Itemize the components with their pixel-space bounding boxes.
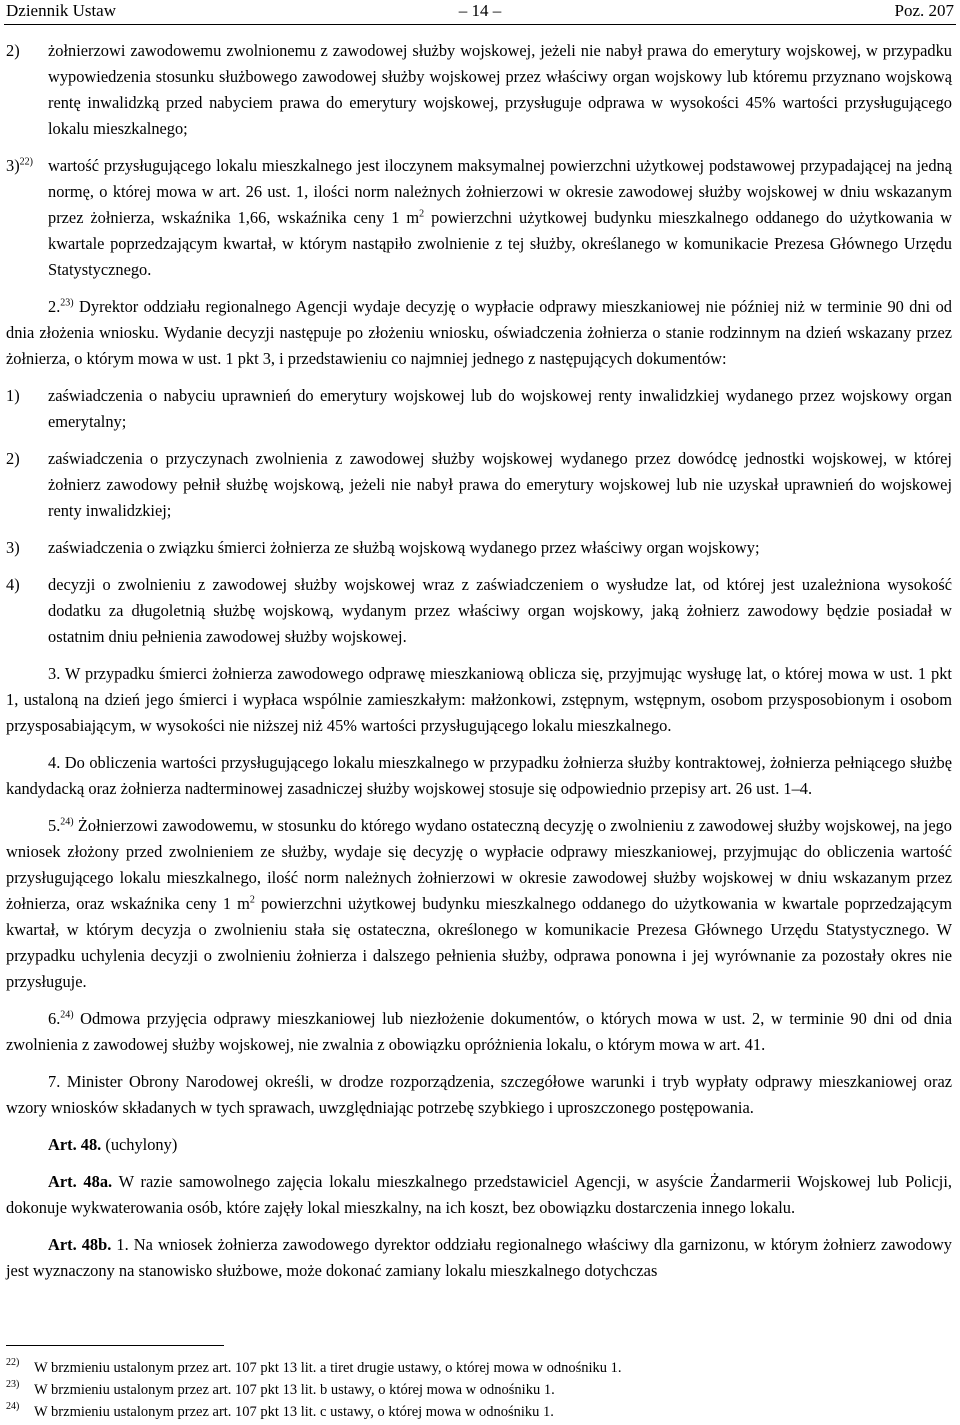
list-text: żołnierzowi zawodowemu zwolnionemu z zawodowej służby wojskowej, jeżeli nie nabył prawa do emerytury wojskowej, w przypadku wypowiedzenia stosunku służbowego zawodowej służby wojskowej przez właściwy organ wojskowy lub któremu przyznano wojskową rentę inwalidzką przed nabyciem prawa do emerytury wojskowej, przysługuje odprawa w wysokości 45% wartości przysługującego lokalu mieszkalnego; bbox=[48, 41, 952, 138]
article-48: Art. 48. (uchylony) bbox=[48, 1135, 178, 1154]
list-text: zaświadczenia o nabyciu uprawnień do emerytury wojskowej lub do wojskowej renty inwalidzkiej wydanego przez wojskowy organ emerytalny; bbox=[48, 386, 952, 431]
paragraph-7: 7. Minister Obrony Narodowej określi, w drodze rozporządzenia, szczegółowe warunki i tryb wypłaty odprawy mieszkaniowej oraz wzory wniosków składanych w tych sprawach, uwzględniając potrzebę szybkiego i uproszczonego postępowania. bbox=[6, 1072, 952, 1117]
journal-title: Dziennik Ustaw bbox=[6, 1, 117, 20]
list-number: 3) bbox=[6, 538, 20, 557]
article-label: Art. 48b. bbox=[48, 1235, 112, 1254]
footnote-number: 23) bbox=[6, 1379, 20, 1390]
article-label: Art. 48. bbox=[48, 1135, 102, 1154]
list-text: wartość przysługującego lokalu mieszkalnego jest iloczynem maksymalnej powierzchni użytkowej podstawowej przypadającej na jedną normę, o której mowa w art. 26 ust. 1, ilości norm należnych żołnierzowi w okresie zawodowej służby wojskowej w dniu wskazanym przez żołnierza, wskaźnika 1,66, wskaźnika ceny 1 $m^2$ powierzchni użytkowej budynku mieszkalnego oddanego do użytkowania w kwartale poprzedzającym kwartał, w którym nastąpiło zwolnienie z tej służby, określanego w komunikacie Prezesa Głównego Urzędu Statystycznego. bbox=[48, 156, 953, 279]
superscript: 2 bbox=[249, 894, 255, 906]
footnote-text: W brzmieniu ustalonym przez art. 107 pkt 13 lit. c ustawy, o której mowa w odnośniku 1. bbox=[34, 1404, 554, 1420]
list-number: 3)$^{22)}$ bbox=[6, 156, 33, 175]
list-text: zaświadczenia o przyczynach zwolnienia z zawodowej służby wojskowej wydanego przez dowódcę jednostki wojskowej, w której żołnierz zawodowy pełnił służbę wojskową, jeżeli nie nabył prawa do emerytury wojskowej lub nie uzyskał uprawnień do wojskowej renty inwalidzkiej; bbox=[48, 449, 952, 520]
footnote-text: W brzmieniu ustalonym przez art. 107 pkt 13 lit. a tiret drugie ustawy, o której mowa w odnośniku 1. bbox=[34, 1360, 622, 1376]
paragraph-5: 5.$^{24)}$ Żołnierzowi zawodowemu, w stosunku do którego wydano ostateczną decyzję o zwolnieniu z zawodowej służby wojskowej, na jego wniosek złożony przed zwolnieniem ze służby, wydaje się decyzję o wypłacie odprawy mieszkaniowej, przyjmując do obliczenia wartość przysługującego lokalu mieszkalnego, ilość norm należnych żołnierzowi w okresie zawodowej służby wojskowej w dniu wskazanym przez żołnierza, oraz wskaźnika ceny 1 $m^2$ powierzchni użytkowej budynku mieszkalnego oddanego do użytkowania w kwartale poprzedzającym kwartał, w którym decyzja o zwolnieniu stała się ostateczna, określonego w komunikacie Prezesa Głównego Urzędu Statystycznego. W przypadku uchylenia decyzji o zwolnieniu żołnierza i dalszego pełnienia służby, odprawa ponowna i jej wyrównanie za pozostały okres nie przysługuje. bbox=[6, 816, 952, 991]
footnotes bbox=[6, 1357, 952, 1423]
doc-item-2 bbox=[6, 446, 952, 524]
list-item-3 bbox=[6, 153, 952, 283]
page-header bbox=[6, 0, 954, 22]
footnote-ref[interactable]: 22) bbox=[19, 156, 33, 168]
paragraph-3: 3. W przypadku śmierci żołnierza zawodowego odprawę mieszkaniową oblicza się, przyjmując wysługę lat, o której mowa w ust. 1 pkt 1, ustaloną na dzień jego śmierci i wypłaca wspólnie zamieszkałym: małżonkowi, zstępnym, wstępnym, osobom przysposobionym i osobom przysposabiającym, w wysokości nie niższej niż 45% wartości przysługującego lokalu mieszkalnego. bbox=[6, 664, 952, 735]
list-number: 4) bbox=[6, 575, 20, 594]
list-number: 2) bbox=[6, 449, 20, 468]
list-number: 1) bbox=[6, 386, 20, 405]
position-number: Poz. 207 bbox=[894, 1, 954, 20]
article-label: Art. 48a. bbox=[48, 1172, 113, 1191]
footnote-divider bbox=[6, 1345, 224, 1346]
article-48b: Art. 48b. 1. Na wniosek żołnierza zawodowego dyrektor oddziału regionalnego właściwy dla garnizonu, w którym żołnierz zawodowy jest wyznaczony na stanowisko służbowe, może dokonać zamiany lokalu mieszkalnego dotychczas bbox=[6, 1235, 952, 1280]
doc-item-1 bbox=[6, 383, 952, 435]
page-number: – 14 – bbox=[458, 1, 502, 20]
footnote-ref[interactable]: 24) bbox=[60, 1009, 74, 1021]
superscript: 2 bbox=[419, 208, 425, 220]
paragraph-4: 4. Do obliczenia wartości przysługującego lokalu mieszkalnego w przypadku żołnierza służby kontraktowej, żołnierza pełniącego służbę kandydacką oraz żołnierza nadterminowej zasadniczej służby wojskowej stosuje się odpowiednio przepisy art. 26 ust. 1–4. bbox=[6, 753, 952, 798]
list-text: zaświadczenia o związku śmierci żołnierza ze służbą wojskową wydanego przez właściwy organ wojskowy; bbox=[48, 538, 760, 557]
paragraph-6: 6.$^{24)}$ Odmowa przyjęcia odprawy mieszkaniowej lub niezłożenie dokumentów, o których mowa w ust. 2, w terminie 90 dni od dnia zwolnienia z zawodowej służby wojskowej, nie zwalnia z obowiązku opróżnienia lokalu, o którym mowa w art. 41. bbox=[6, 1009, 952, 1054]
paragraph-2: 2.$^{23)}$ Dyrektor oddziału regionalnego Agencji wydaje decyzję o wypłacie odprawy mieszkaniowej nie później niż w terminie 90 dni od dnia złożenia wniosku. Wydanie decyzji następuje po złożeniu wniosku, oświadczenia żołnierza o stanie rodzinnym na dzień wskazany przez żołnierza, o którym mowa w ust. 1 pkt 3, i przedstawieniu co najmniej jednego z następujących dokumentów: bbox=[6, 297, 952, 368]
list-item-2 bbox=[6, 38, 952, 142]
doc-item-3 bbox=[6, 535, 952, 561]
doc-item-4 bbox=[6, 572, 952, 650]
footnote-22 bbox=[6, 1357, 952, 1379]
footnote-23 bbox=[6, 1379, 952, 1401]
header-divider bbox=[4, 24, 956, 25]
list-number: 2) bbox=[6, 41, 20, 60]
footnote-ref[interactable]: 23) bbox=[60, 297, 74, 309]
footnote-text: W brzmieniu ustalonym przez art. 107 pkt 13 lit. b ustawy, o której mowa w odnośniku 1. bbox=[34, 1382, 555, 1398]
list-text: decyzji o zwolnieniu z zawodowej służby wojskowej wraz z zaświadczeniem o wysłudze lat, od której jest uzależniona wysokość dodatku za długoletnią służbę wojskową, wydanym przez właściwy organ wojskowy, jaką żołnierz zawodowy będzie posiadał w ostatnim dniu pełnienia zawodowej służby wojskowej. bbox=[48, 575, 952, 646]
document-body bbox=[6, 38, 952, 1295]
footnote-number: 24) bbox=[6, 1401, 20, 1412]
article-48a: Art. 48a. W razie samowolnego zajęcia lokalu mieszkalnego przedstawiciel Agencji, w asyście Żandarmerii Wojskowej lub Policji, dokonuje wykwaterowania osób, które zajęły lokal mieszkalny, na ich koszt, bez obowiązku dostarczenia innego lokalu. bbox=[6, 1172, 952, 1217]
footnote-24 bbox=[6, 1401, 952, 1423]
footnote-number: 22) bbox=[6, 1357, 20, 1368]
footnote-ref[interactable]: 24) bbox=[60, 816, 74, 828]
